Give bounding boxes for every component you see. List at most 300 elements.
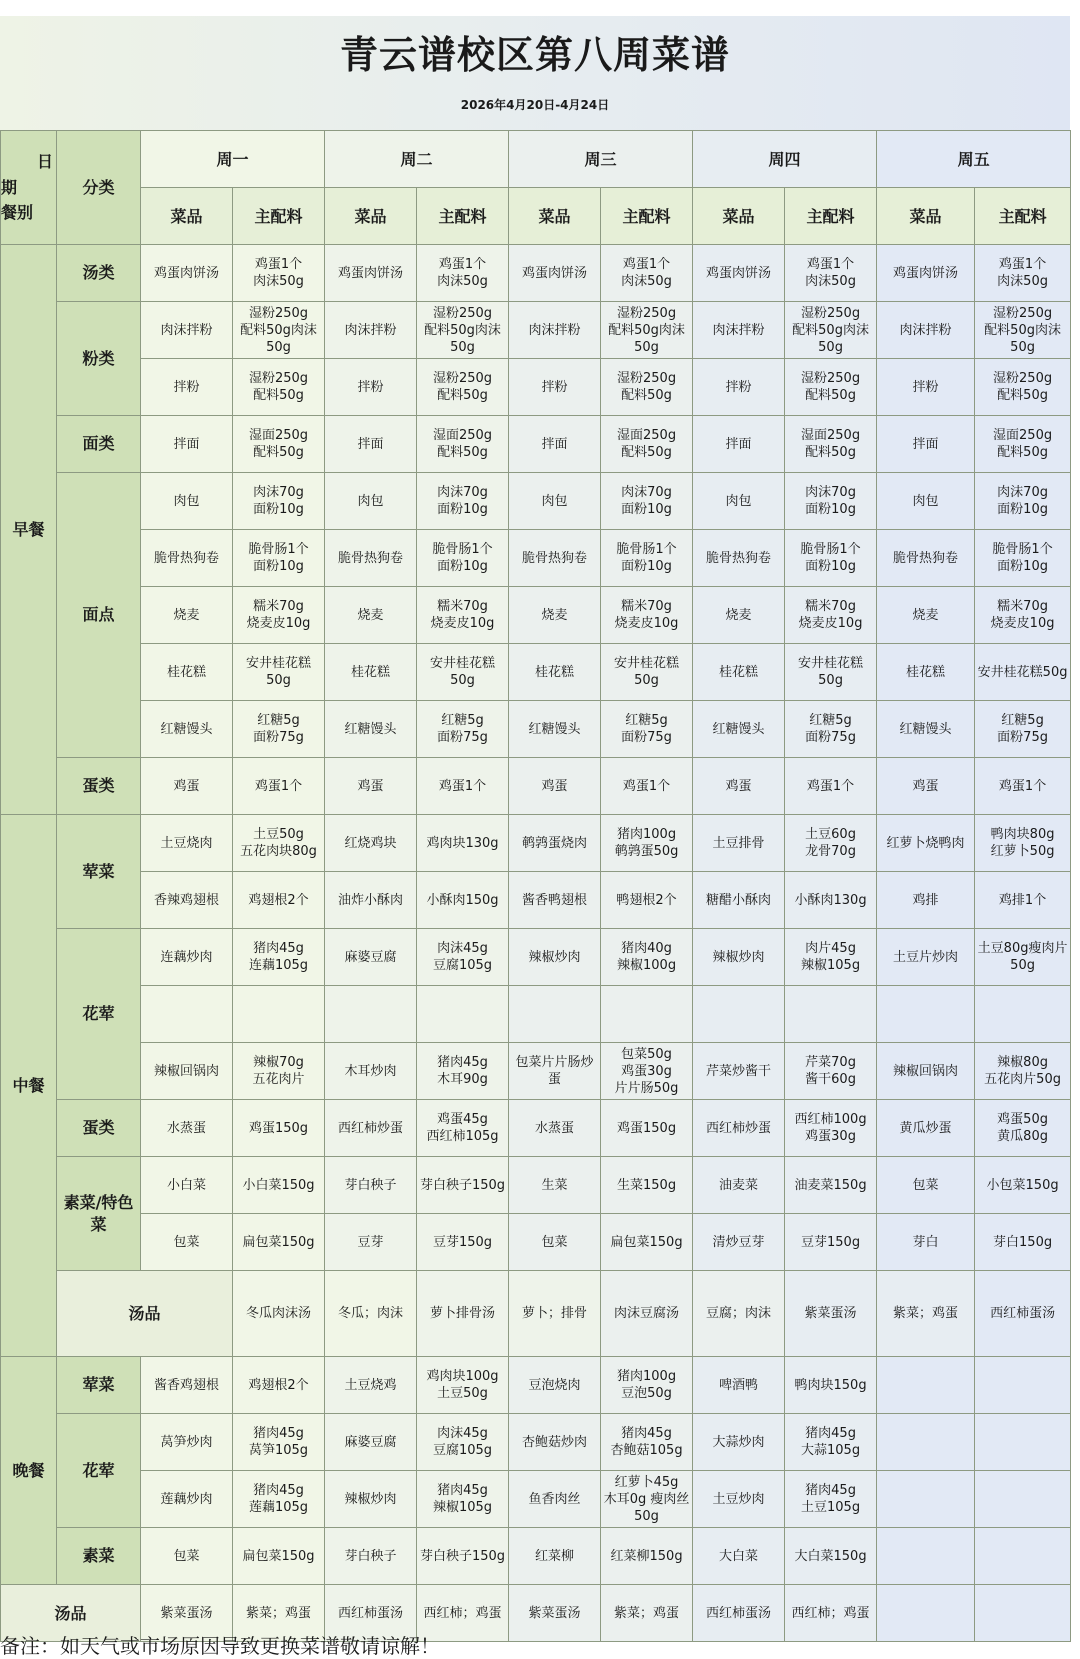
ingredient-cell: 肉片45g 辣椒105g [785,929,877,986]
ingredient-cell: 鸡肉块130g [417,815,509,872]
dish-cell [325,986,417,1043]
ingredient-cell: 鸡蛋1个 肉沫50g [601,245,693,302]
dish-cell: 大蒜炒肉 [693,1414,785,1471]
dish-cell: 辣椒回锅肉 [877,1043,975,1100]
menu-row [1,701,1071,758]
ingredient-cell: 豆腐；肉沫 [693,1271,785,1357]
ingredient-cell: 糯米70g 烧麦皮10g [233,587,325,644]
dish-cell: 肉包 [877,473,975,530]
menu-row [1,416,1071,473]
dish-cell: 红糖馒头 [325,701,417,758]
dish-cell: 拌面 [693,416,785,473]
menu-row [1,1100,1071,1157]
category-fen: 粉类 [57,302,141,416]
menu-table [0,130,1071,1642]
dish-cell [509,986,601,1043]
ingredient-cell: 脆骨肠1个 面粉10g [417,530,509,587]
dish-cell: 包菜 [141,1214,233,1271]
dish-cell: 鸡蛋 [509,758,601,815]
dish-cell: 冬瓜肉沫汤 [233,1271,325,1357]
dish-cell: 西红柿蛋汤 [693,1585,785,1642]
ingredient-cell [975,1528,1071,1585]
dish-cell: 鸡蛋 [877,758,975,815]
dish-cell: 肉沫拌粉 [877,302,975,359]
dish-cell: 清炒豆芽 [693,1214,785,1271]
dish-cell [877,986,975,1043]
dish-cell: 桂花糕 [877,644,975,701]
ingredient-cell: 湿粉250g 配料50g肉沫 50g [601,302,693,359]
dish-cell: 肉包 [141,473,233,530]
header-row-columns [1,188,1071,245]
ingredient-cell: 鸡蛋1个 [233,758,325,815]
dish-cell: 烧麦 [509,587,601,644]
ingredient-cell [975,1414,1071,1471]
ingredient-cell: 湿粉250g 配料50g [417,359,509,416]
corner-label-day: 日 [37,152,54,171]
dish-cell: 拌粉 [141,359,233,416]
dish-cell: 鹌鹑蛋烧肉 [509,815,601,872]
ingredient-cell: 豆芽150g [785,1214,877,1271]
ingredient-cell: 萝卜；排骨 [509,1271,601,1357]
ingredient-cell: 鸡蛋50g 黄瓜80g [975,1100,1071,1157]
dish-cell: 脆骨热狗卷 [877,530,975,587]
dish-cell: 水蒸蛋 [509,1100,601,1157]
ingredient-cell: 大白菜150g [785,1528,877,1585]
ingredient-cell: 鸡蛋1个 [601,758,693,815]
dish-cell: 土豆烧肉 [141,815,233,872]
ingredient-cell: 湿粉250g 配料50g [975,359,1071,416]
ingredient-cell: 脆骨肠1个 面粉10g [785,530,877,587]
ingredient-cell: 肉沫45g 豆腐105g [417,929,509,986]
dish-cell: 包菜 [877,1157,975,1214]
ingredient-cell [601,986,693,1043]
day-header-mon: 周一 [141,131,325,188]
dish-cell: 脆骨热狗卷 [693,530,785,587]
day-header-wed: 周三 [509,131,693,188]
dish-cell: 土豆排骨 [693,815,785,872]
dish-cell: 肉沫拌粉 [509,302,601,359]
header-row-days [1,131,1071,188]
ingredient-cell: 湿粉250g 配料50g肉沫 50g [417,302,509,359]
category-soup-lunch: 汤品 [57,1271,233,1357]
dish-cell: 紫菜蛋汤 [785,1271,877,1357]
ingredient-cell: 扁包菜150g [233,1528,325,1585]
ingredient-cell: 猪肉40g 辣椒100g [601,929,693,986]
dish-cell: 紫菜蛋汤 [509,1585,601,1642]
ingredient-cell: 鸡肉块100g 土豆50g [417,1357,509,1414]
ingredient-cell: 芽白秧子150g [417,1528,509,1585]
dish-cell: 糖醋小酥肉 [693,872,785,929]
ingredient-cell: 湿面250g 配料50g [601,416,693,473]
dish-cell: 肉沫拌粉 [325,302,417,359]
dish-cell: 烧麦 [693,587,785,644]
dish-cell: 辣椒炒肉 [693,929,785,986]
menu-row [1,758,1071,815]
dish-cell: 生菜 [509,1157,601,1214]
menu-row [1,1214,1071,1271]
ingredient-cell: 鸭肉块150g [785,1357,877,1414]
dish-cell: 肉沫豆腐汤 [601,1271,693,1357]
dish-column-header: 菜品 [509,188,601,245]
day-header-thu: 周四 [693,131,877,188]
ingredient-cell: 包菜50g 鸡蛋30g 片片肠50g [601,1043,693,1100]
ingredient-cell: 西红柿；鸡蛋 [785,1585,877,1642]
ingredient-column-header: 主配料 [975,188,1071,245]
dish-column-header: 菜品 [877,188,975,245]
dish-cell [141,986,233,1043]
dish-cell: 脆骨热狗卷 [509,530,601,587]
ingredient-cell: 芽白150g [975,1214,1071,1271]
dish-cell [877,1585,975,1642]
dish-cell: 包菜 [509,1214,601,1271]
ingredient-cell: 红糖5g 面粉75g [233,701,325,758]
ingredient-cell: 冬瓜；肉沫 [325,1271,417,1357]
dish-cell: 包菜 [141,1528,233,1585]
menu-row [1,245,1071,302]
dish-cell: 红糖馒头 [693,701,785,758]
ingredient-cell: 小包菜150g [975,1157,1071,1214]
dish-cell: 油麦菜 [693,1157,785,1214]
category-egg-lunch: 蛋类 [57,1100,141,1157]
ingredient-cell: 猪肉45g 莴笋105g [233,1414,325,1471]
dish-cell: 莲藕炒肉 [141,1471,233,1528]
ingredient-cell: 鸡蛋1个 肉沫50g [233,245,325,302]
ingredient-cell: 糯米70g 烧麦皮10g [975,587,1071,644]
ingredient-cell: 鸭翅根2个 [601,872,693,929]
ingredient-cell: 芽白秧子150g [417,1157,509,1214]
dish-cell: 土豆片炒肉 [877,929,975,986]
ingredient-cell: 脆骨肠1个 面粉10g [601,530,693,587]
dish-cell [877,1528,975,1585]
ingredient-cell: 猪肉45g 杏鲍菇105g [601,1414,693,1471]
ingredient-cell: 湿面250g 配料50g [233,416,325,473]
dish-cell: 鸡蛋 [141,758,233,815]
ingredient-cell: 土豆80g瘦肉片 50g [975,929,1071,986]
ingredient-cell: 西红柿；鸡蛋 [417,1585,509,1642]
dish-cell: 脆骨热狗卷 [325,530,417,587]
ingredient-cell: 湿面250g 配料50g [975,416,1071,473]
meal-label-dinner: 晚餐 [1,1357,57,1585]
corner-label-meal: 餐别 [1,203,34,222]
dish-cell: 包菜片片肠炒 蛋 [509,1043,601,1100]
dish-cell: 木耳炒肉 [325,1043,417,1100]
ingredient-cell: 红菜柳150g [601,1528,693,1585]
ingredient-cell: 扁包菜150g [233,1214,325,1271]
dish-cell: 烧麦 [877,587,975,644]
dish-cell: 杏鲍菇炒肉 [509,1414,601,1471]
menu-row [1,1471,1071,1528]
ingredient-cell: 湿粉250g 配料50g [601,359,693,416]
ingredient-cell: 鸭肉块80g 红萝卜50g [975,815,1071,872]
menu-row [1,302,1071,359]
dish-cell: 鸡蛋 [693,758,785,815]
ingredient-cell: 小白菜150g [233,1157,325,1214]
ingredient-cell: 鸡翅根2个 [233,1357,325,1414]
dish-cell: 鸡排 [877,872,975,929]
dish-cell: 啤酒鸭 [693,1357,785,1414]
ingredient-cell [975,1471,1071,1528]
dish-cell: 水蒸蛋 [141,1100,233,1157]
ingredient-cell: 安井桂花糕50g [601,644,693,701]
category-mian: 面类 [57,416,141,473]
ingredient-cell: 红萝卜45g 木耳0g 瘦肉丝 50g [601,1471,693,1528]
ingredient-cell: 猪肉45g 大蒜105g [785,1414,877,1471]
dish-cell: 西红柿炒蛋 [693,1100,785,1157]
ingredient-cell: 糯米70g 烧麦皮10g [417,587,509,644]
dish-cell: 麻婆豆腐 [325,1414,417,1471]
menu-row [1,929,1071,986]
ingredient-cell: 鸡蛋1个 [975,758,1071,815]
dish-cell: 油炸小酥肉 [325,872,417,929]
dish-cell: 肉包 [325,473,417,530]
ingredient-cell: 湿粉250g 配料50g肉沫 50g [975,302,1071,359]
ingredient-cell: 红糖5g 面粉75g [417,701,509,758]
dish-cell: 拌面 [509,416,601,473]
ingredient-cell [233,986,325,1043]
dish-cell [693,986,785,1043]
ingredient-column-header: 主配料 [233,188,325,245]
ingredient-cell: 湿粉250g 配料50g肉沫 50g [233,302,325,359]
dish-cell: 桂花糕 [141,644,233,701]
category-header: 分类 [57,131,141,245]
dish-cell: 紫菜蛋汤 [141,1585,233,1642]
menu-row [1,530,1071,587]
ingredient-cell: 扁包菜150g [601,1214,693,1271]
ingredient-cell [975,986,1071,1043]
dish-cell: 辣椒回锅肉 [141,1043,233,1100]
ingredient-cell: 鸡蛋1个 [417,758,509,815]
ingredient-cell: 豆芽150g [417,1214,509,1271]
ingredient-cell: 肉沫45g 豆腐105g [417,1414,509,1471]
menu-row [1,1414,1071,1471]
dish-cell: 芽白秧子 [325,1157,417,1214]
ingredient-cell: 芹菜70g 酱干60g [785,1043,877,1100]
ingredient-cell: 湿面250g 配料50g [417,416,509,473]
dish-cell: 黄瓜炒蛋 [877,1100,975,1157]
meal-label-breakfast: 早餐 [1,245,57,815]
dish-cell: 拌粉 [325,359,417,416]
dish-cell: 拌粉 [877,359,975,416]
dish-cell: 拌面 [325,416,417,473]
dish-cell: 土豆炒肉 [693,1471,785,1528]
ingredient-cell: 安井桂花糕50g [975,644,1071,701]
ingredient-cell: 猪肉100g 豆泡50g [601,1357,693,1414]
dish-cell: 鸡蛋肉饼汤 [325,245,417,302]
dish-cell: 小白菜 [141,1157,233,1214]
dish-cell: 肉沫拌粉 [693,302,785,359]
dish-cell: 豆芽 [325,1214,417,1271]
ingredient-cell: 紫菜；鸡蛋 [233,1585,325,1642]
dish-cell: 拌面 [141,416,233,473]
dish-cell: 辣椒炒肉 [509,929,601,986]
dish-column-header: 菜品 [325,188,417,245]
dish-cell: 烧麦 [141,587,233,644]
ingredient-cell: 鸡翅根2个 [233,872,325,929]
ingredient-cell: 湿粉250g 配料50g肉沫 50g [785,302,877,359]
ingredient-cell: 脆骨肠1个 面粉10g [975,530,1071,587]
dish-cell: 拌面 [877,416,975,473]
dish-cell: 香辣鸡翅根 [141,872,233,929]
ingredient-cell [785,986,877,1043]
dish-cell: 鱼香肉丝 [509,1471,601,1528]
menu-row [1,473,1071,530]
menu-row [1,359,1071,416]
ingredient-column-header: 主配料 [785,188,877,245]
dish-cell: 豆泡烧肉 [509,1357,601,1414]
category-huahun: 花荤 [57,929,141,1100]
dish-cell: 土豆烧鸡 [325,1357,417,1414]
ingredient-cell: 猪肉45g 土豆105g [785,1471,877,1528]
menu-sheet [0,16,1070,1658]
menu-row [1,986,1071,1043]
dish-cell: 麻婆豆腐 [325,929,417,986]
ingredient-cell: 猪肉45g 莲藕105g [233,1471,325,1528]
day-header-fri: 周五 [877,131,1071,188]
ingredient-cell: 湿粉250g 配料50g [233,359,325,416]
dish-cell: 红糖馒头 [141,701,233,758]
dish-cell: 鸡蛋 [325,758,417,815]
dish-cell: 拌粉 [509,359,601,416]
menu-table-body [1,131,1071,1642]
menu-row [1,1043,1071,1100]
ingredient-cell: 鸡蛋1个 [785,758,877,815]
dish-cell: 桂花糕 [693,644,785,701]
ingredient-cell: 安井桂花糕50g [785,644,877,701]
dish-cell: 西红柿蛋汤 [975,1271,1071,1357]
dish-cell: 萝卜排骨汤 [417,1271,509,1357]
ingredient-cell: 鸡蛋1个 肉沫50g [417,245,509,302]
ingredient-cell: 鸡蛋150g [233,1100,325,1157]
ingredient-cell: 红糖5g 面粉75g [975,701,1071,758]
ingredient-cell: 鸡排1个 [975,872,1071,929]
dish-cell [877,1357,975,1414]
ingredient-cell: 小酥肉150g [417,872,509,929]
category-egg: 蛋类 [57,758,141,815]
dish-cell [877,1414,975,1471]
day-header-tue: 周二 [325,131,509,188]
menu-row [1,587,1071,644]
remark-note: 备注：如天气或市场原因导致更换菜谱敬请谅解！ [0,1634,440,1658]
ingredient-cell: 糯米70g 烧麦皮10g [785,587,877,644]
dish-column-header: 菜品 [693,188,785,245]
dish-cell: 芹菜炒酱干 [693,1043,785,1100]
title-band [0,16,1070,131]
ingredient-cell: 鸡蛋1个 肉沫50g [975,245,1071,302]
menu-row [1,1357,1071,1414]
dish-cell [877,1471,975,1528]
menu-row [1,1271,1071,1357]
dish-cell: 肉沫拌粉 [141,302,233,359]
menu-row [1,644,1071,701]
category-pastry: 面点 [57,473,141,758]
dish-cell: 桂花糕 [325,644,417,701]
ingredient-cell: 猪肉45g 连藕105g [233,929,325,986]
ingredient-cell: 紫菜；鸡蛋 [601,1585,693,1642]
dish-cell: 莴笋炒肉 [141,1414,233,1471]
ingredient-column-header: 主配料 [601,188,693,245]
ingredient-cell: 鸡蛋1个 肉沫50g [785,245,877,302]
ingredient-cell: 生菜150g [601,1157,693,1214]
ingredient-cell: 糯米70g 烧麦皮10g [601,587,693,644]
dish-cell: 红烧鸡块 [325,815,417,872]
category-veg-dinner: 素菜 [57,1528,141,1585]
ingredient-cell: 辣椒80g 五花肉片50g [975,1043,1071,1100]
ingredient-cell: 湿粉250g 配料50g [785,359,877,416]
ingredient-cell: 肉沫70g 面粉10g [975,473,1071,530]
category-veg-special: 素菜/特色菜 [57,1157,141,1271]
dish-cell: 拌粉 [693,359,785,416]
ingredient-cell: 土豆50g 五花肉块80g [233,815,325,872]
category-hun: 荤菜 [57,815,141,929]
dish-cell: 鸡蛋肉饼汤 [877,245,975,302]
ingredient-cell: 紫菜；鸡蛋 [877,1271,975,1357]
category-soup: 汤类 [57,245,141,302]
dish-cell: 酱香鸡翅根 [141,1357,233,1414]
ingredient-cell: 鸡蛋45g 西红柿105g [417,1100,509,1157]
menu-row [1,1528,1071,1585]
ingredient-cell: 西红柿100g 鸡蛋30g [785,1100,877,1157]
ingredient-cell: 安井桂花糕50g [417,644,509,701]
ingredient-column-header: 主配料 [417,188,509,245]
ingredient-cell: 肉沫70g 面粉10g [785,473,877,530]
page-title: 青云谱校区第八周菜谱 [339,33,730,77]
dish-cell: 鸡蛋肉饼汤 [693,245,785,302]
dish-cell: 西红柿炒蛋 [325,1100,417,1157]
dish-cell: 鸡蛋肉饼汤 [509,245,601,302]
ingredient-cell: 猪肉45g 辣椒105g [417,1471,509,1528]
menu-row [1,872,1071,929]
ingredient-cell [975,1585,1071,1642]
ingredient-cell: 小酥肉130g [785,872,877,929]
dish-cell: 连藕炒肉 [141,929,233,986]
ingredient-cell: 安井桂花糕50g [233,644,325,701]
corner-label-period: 期 [1,178,18,197]
dish-cell: 肉包 [509,473,601,530]
corner-cell [1,131,57,245]
category-hun-dinner: 荤菜 [57,1357,141,1414]
dish-cell: 芽白秧子 [325,1528,417,1585]
dish-cell: 桂花糕 [509,644,601,701]
ingredient-cell: 红糖5g 面粉75g [785,701,877,758]
dish-cell: 西红柿蛋汤 [325,1585,417,1642]
category-soup-dinner: 汤品 [1,1585,141,1642]
category-huahun-dinner: 花荤 [57,1414,141,1528]
dish-column-header: 菜品 [141,188,233,245]
dish-cell: 烧麦 [325,587,417,644]
ingredient-cell: 辣椒70g 五花肉片 [233,1043,325,1100]
menu-row [1,815,1071,872]
ingredient-cell: 土豆60g 龙骨70g [785,815,877,872]
ingredient-cell: 肉沫70g 面粉10g [233,473,325,530]
date-range: 2026年4月20日-4月24日 [460,98,610,112]
dish-cell: 肉包 [693,473,785,530]
menu-row [1,1157,1071,1214]
meal-label-lunch: 中餐 [1,815,57,1357]
dish-cell: 芽白 [877,1214,975,1271]
dish-cell: 红糖馒头 [509,701,601,758]
dish-cell: 鸡蛋肉饼汤 [141,245,233,302]
dish-cell: 红萝卜烧鸭肉 [877,815,975,872]
ingredient-cell: 油麦菜150g [785,1157,877,1214]
dish-cell: 红糖馒头 [877,701,975,758]
dish-cell: 红菜柳 [509,1528,601,1585]
ingredient-cell: 湿面250g 配料50g [785,416,877,473]
ingredient-cell: 肉沫70g 面粉10g [417,473,509,530]
ingredient-cell: 鸡蛋150g [601,1100,693,1157]
dish-cell: 辣椒炒肉 [325,1471,417,1528]
ingredient-cell [975,1357,1071,1414]
dish-cell: 酱香鸭翅根 [509,872,601,929]
